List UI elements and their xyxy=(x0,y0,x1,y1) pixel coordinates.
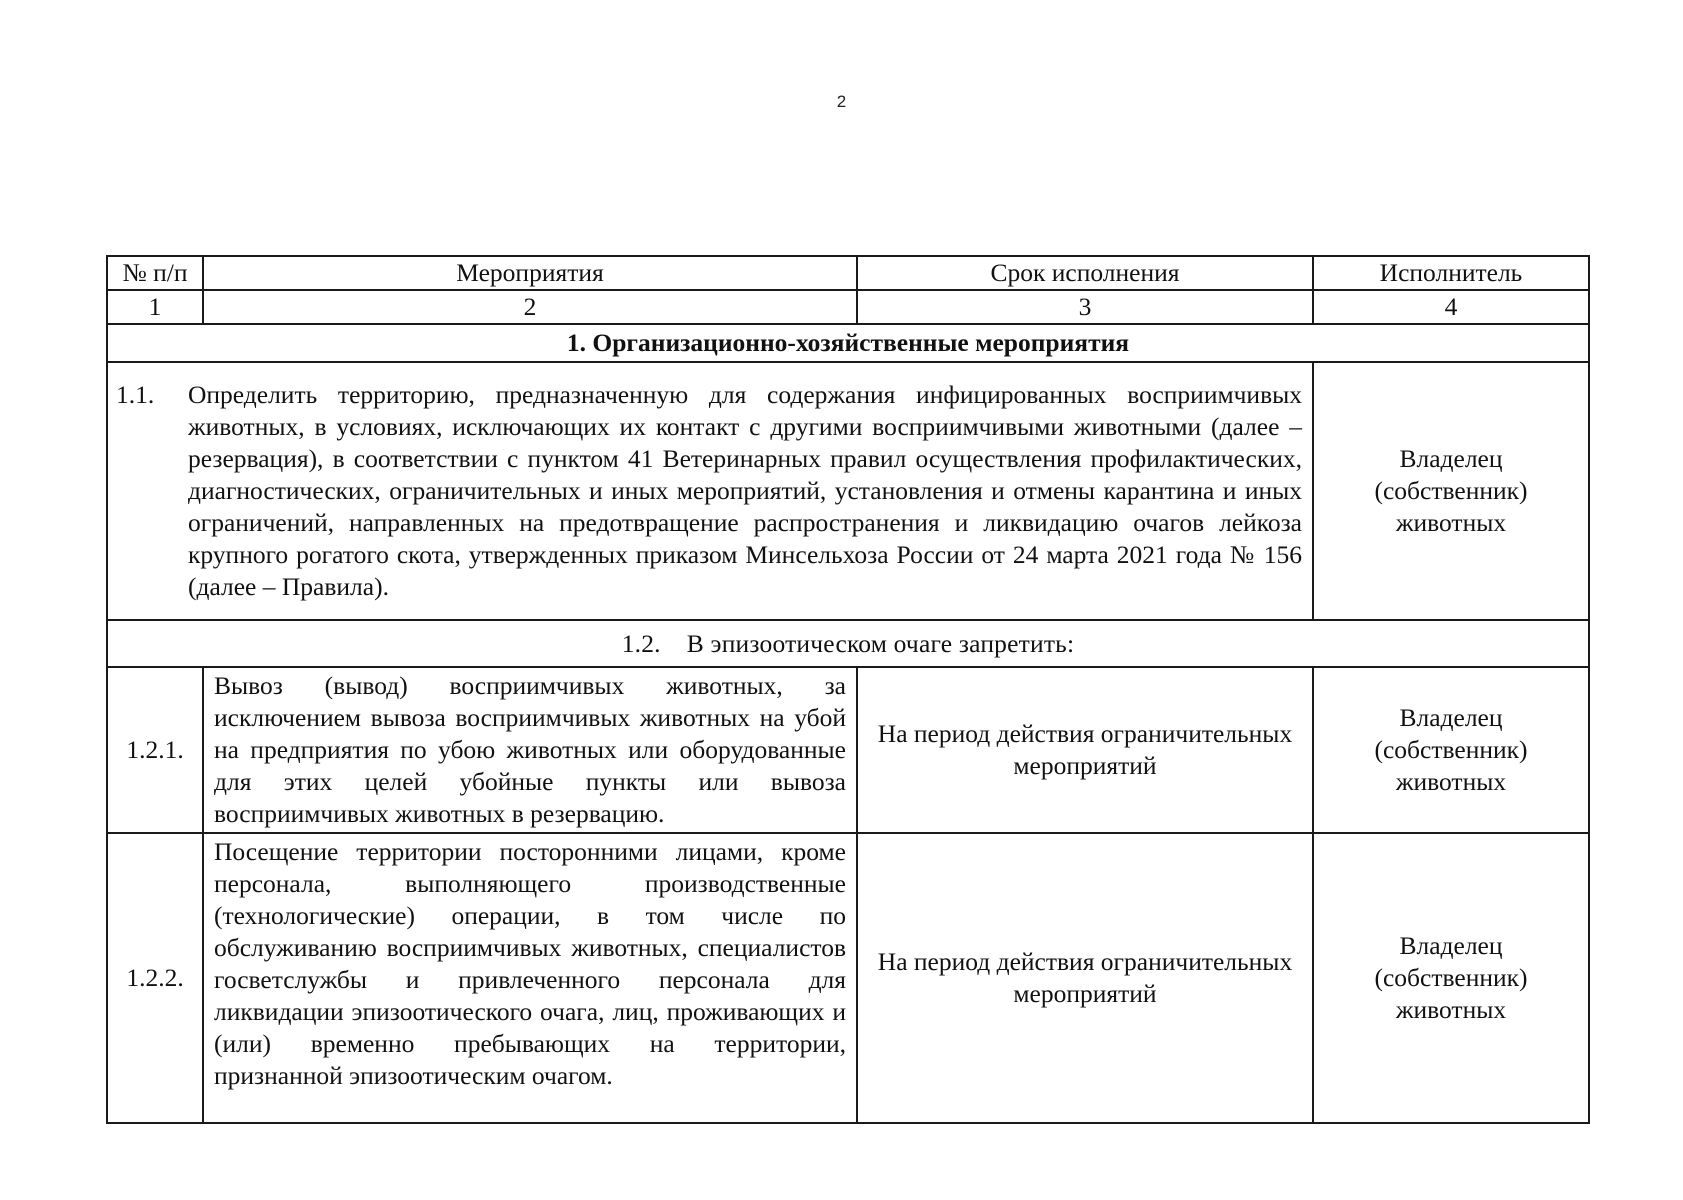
table-header-row xyxy=(107,256,1589,290)
subsection-1-2-label xyxy=(107,620,1589,667)
section-1-row xyxy=(107,324,1589,362)
subsection-1-2-row xyxy=(107,620,1589,667)
table-row-1-2-1 xyxy=(107,667,1589,833)
row-1-1-number: 1.1. xyxy=(116,380,155,409)
table-row-1-1 xyxy=(107,362,1589,620)
measures-table xyxy=(106,255,1590,1124)
column-number-row xyxy=(107,290,1589,324)
column-number-2: 2 xyxy=(203,290,857,324)
row-1-2-1-deadline: На период действия ограничительных мероприятий xyxy=(857,667,1313,833)
header-executor: Исполнитель xyxy=(1313,256,1589,290)
section-1-title: 1. Организационно-хозяйственные мероприятия xyxy=(107,324,1589,362)
row-1-2-1-text: Вывоз (вывод) восприимчивых животных, за исключением вывоза восприимчивых животных на убой на предприятия по убою животных или оборудованные для этих целей убойные пункты или вывоза восприимчивых животных в резервацию. xyxy=(203,667,857,833)
subsection-1-2-title: В эпизоотическом очаге запретить: xyxy=(686,628,1075,658)
row-1-2-2-number: 1.2.2. xyxy=(107,833,203,1123)
column-number-4: 4 xyxy=(1313,290,1589,324)
table-row-1-2-2 xyxy=(107,833,1589,1123)
row-1-2-2-deadline: На период действия ограничительных мероприятий xyxy=(857,833,1313,1123)
row-1-1-executor: Владелец (собственник) животных xyxy=(1313,362,1589,620)
row-1-2-1-number: 1.2.1. xyxy=(107,667,203,833)
page-number: 2 xyxy=(836,92,847,111)
header-measures: Мероприятия xyxy=(203,256,857,290)
row-1-1-content xyxy=(107,362,1313,620)
row-1-1-text: Определить территорию, предназначенную для содержания инфицированных восприимчивых животных, в условиях, исключающих их контакт с другими восприимчивыми животными (далее – резервация), в соответствии с пунктом 41 Ветеринарных правил осуществления профилактических, диагностических, ограничительных и иных мероприятий, установления и отмены карантина и иных ограничений, направленных на предотвращение распространения и ликвидацию очагов лейкоза крупного рогатого скота, утвержденных приказом Минсельхоза России от 24 марта 2021 года № 156 (далее – Правила). xyxy=(188,380,1302,601)
subsection-1-2-number: 1.2. xyxy=(621,628,661,658)
row-1-2-2-executor: Владелец (собственник) животных xyxy=(1313,833,1589,1123)
row-1-2-1-executor: Владелец (собственник) животных xyxy=(1313,667,1589,833)
header-deadline: Срок исполнения xyxy=(857,256,1313,290)
column-number-1: 1 xyxy=(107,290,203,324)
row-1-2-2-text: Посещение территории посторонними лицами, кроме персонала, выполняющего производственные (технологические) операции, в том числе по обслуживанию восприимчивых животных, специалистов госветслужбы и привлеченного персонала для ликвидации эпизоотического очага, лиц, проживающих и (или) временно пребывающих на территории, признанной эпизоотическим очагом. xyxy=(203,833,857,1123)
column-number-3: 3 xyxy=(857,290,1313,324)
header-no: № п/п xyxy=(107,256,203,290)
